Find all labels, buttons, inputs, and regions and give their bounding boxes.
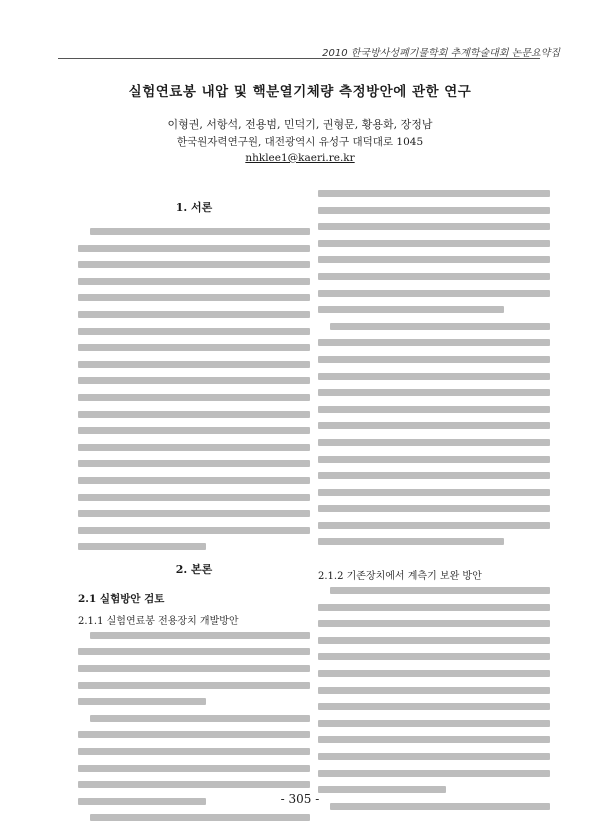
text-line xyxy=(78,748,310,755)
text-line xyxy=(318,456,550,463)
text-line xyxy=(78,344,310,351)
text-line xyxy=(318,207,550,214)
text-line xyxy=(78,682,310,689)
right-column xyxy=(318,190,550,819)
text-line xyxy=(330,323,550,330)
text-line xyxy=(318,505,550,512)
text-line xyxy=(78,261,310,268)
text-line xyxy=(318,339,550,346)
text-line xyxy=(318,703,550,710)
text-line xyxy=(318,356,550,363)
subsection-heading: 2.1 실험방안 검토 xyxy=(78,592,165,605)
author-email[interactable]: nhklee1@kaeri.re.kr xyxy=(245,152,355,164)
text-line xyxy=(318,720,550,727)
text-line xyxy=(318,687,550,694)
paper-title: 실험연료봉 내압 및 핵분열기체량 측정방안에 관한 연구 xyxy=(128,84,472,100)
text-line xyxy=(90,715,310,722)
text-line xyxy=(78,527,310,534)
text-line xyxy=(78,665,310,672)
text-line xyxy=(318,753,550,760)
text-line xyxy=(318,422,550,429)
text-line xyxy=(78,731,310,738)
text-line xyxy=(78,543,206,550)
text-line xyxy=(330,587,550,594)
text-line xyxy=(318,290,550,297)
running-header: 2010 한국방사성폐기물학회 추계학술대회 논문요약집 xyxy=(322,48,560,59)
text-line xyxy=(78,427,310,434)
affiliation: 한국원자력연구원, 대전광역시 유성구 대덕대로 1045 xyxy=(176,136,424,148)
text-line xyxy=(78,394,310,401)
text-line xyxy=(318,190,550,197)
text-line xyxy=(318,736,550,743)
text-line xyxy=(318,770,550,777)
text-line xyxy=(318,472,550,479)
header-rule xyxy=(58,58,540,59)
text-line xyxy=(318,489,550,496)
text-line xyxy=(78,361,310,368)
text-line xyxy=(318,223,550,230)
text-line xyxy=(90,814,310,821)
subsubsection-heading: 2.1.2 기존장치에서 계측기 보완 방안 xyxy=(318,571,482,583)
text-line xyxy=(318,373,550,380)
section-heading-body: 2. 본론 xyxy=(175,562,213,576)
page-number: - 305 - xyxy=(280,792,320,806)
text-line xyxy=(78,765,310,772)
text-line xyxy=(318,670,550,677)
text-line xyxy=(78,294,310,301)
text-line xyxy=(318,620,550,627)
text-line xyxy=(78,444,310,451)
text-line xyxy=(318,604,550,611)
text-line xyxy=(318,240,550,247)
text-line xyxy=(78,698,206,705)
subsubsection-heading: 2.1.1 실험연료봉 전용장치 개발방안 xyxy=(78,615,239,627)
text-line xyxy=(318,273,550,280)
text-line xyxy=(90,228,310,235)
text-line xyxy=(78,245,310,252)
text-line xyxy=(78,377,310,384)
text-line xyxy=(318,306,504,313)
left-column xyxy=(78,190,310,831)
text-line xyxy=(78,477,310,484)
spacer xyxy=(318,555,550,563)
text-line xyxy=(318,439,550,446)
text-line xyxy=(78,648,310,655)
text-line xyxy=(78,460,310,467)
text-line xyxy=(90,632,310,639)
text-line xyxy=(78,278,310,285)
text-line xyxy=(78,781,310,788)
author-list: 이형권, 서항석, 전용범, 민덕기, 권형문, 황용화, 장정남 xyxy=(167,118,433,131)
text-line xyxy=(318,637,550,644)
text-line xyxy=(78,411,310,418)
text-line xyxy=(318,389,550,396)
text-line xyxy=(78,494,310,501)
text-line xyxy=(78,510,310,517)
text-line xyxy=(78,328,310,335)
text-line xyxy=(318,256,550,263)
text-line xyxy=(318,538,504,545)
text-line xyxy=(78,311,310,318)
text-line xyxy=(318,653,550,660)
section-heading-intro: 1. 서론 xyxy=(175,201,213,214)
text-line xyxy=(318,522,550,529)
text-line xyxy=(318,406,550,413)
